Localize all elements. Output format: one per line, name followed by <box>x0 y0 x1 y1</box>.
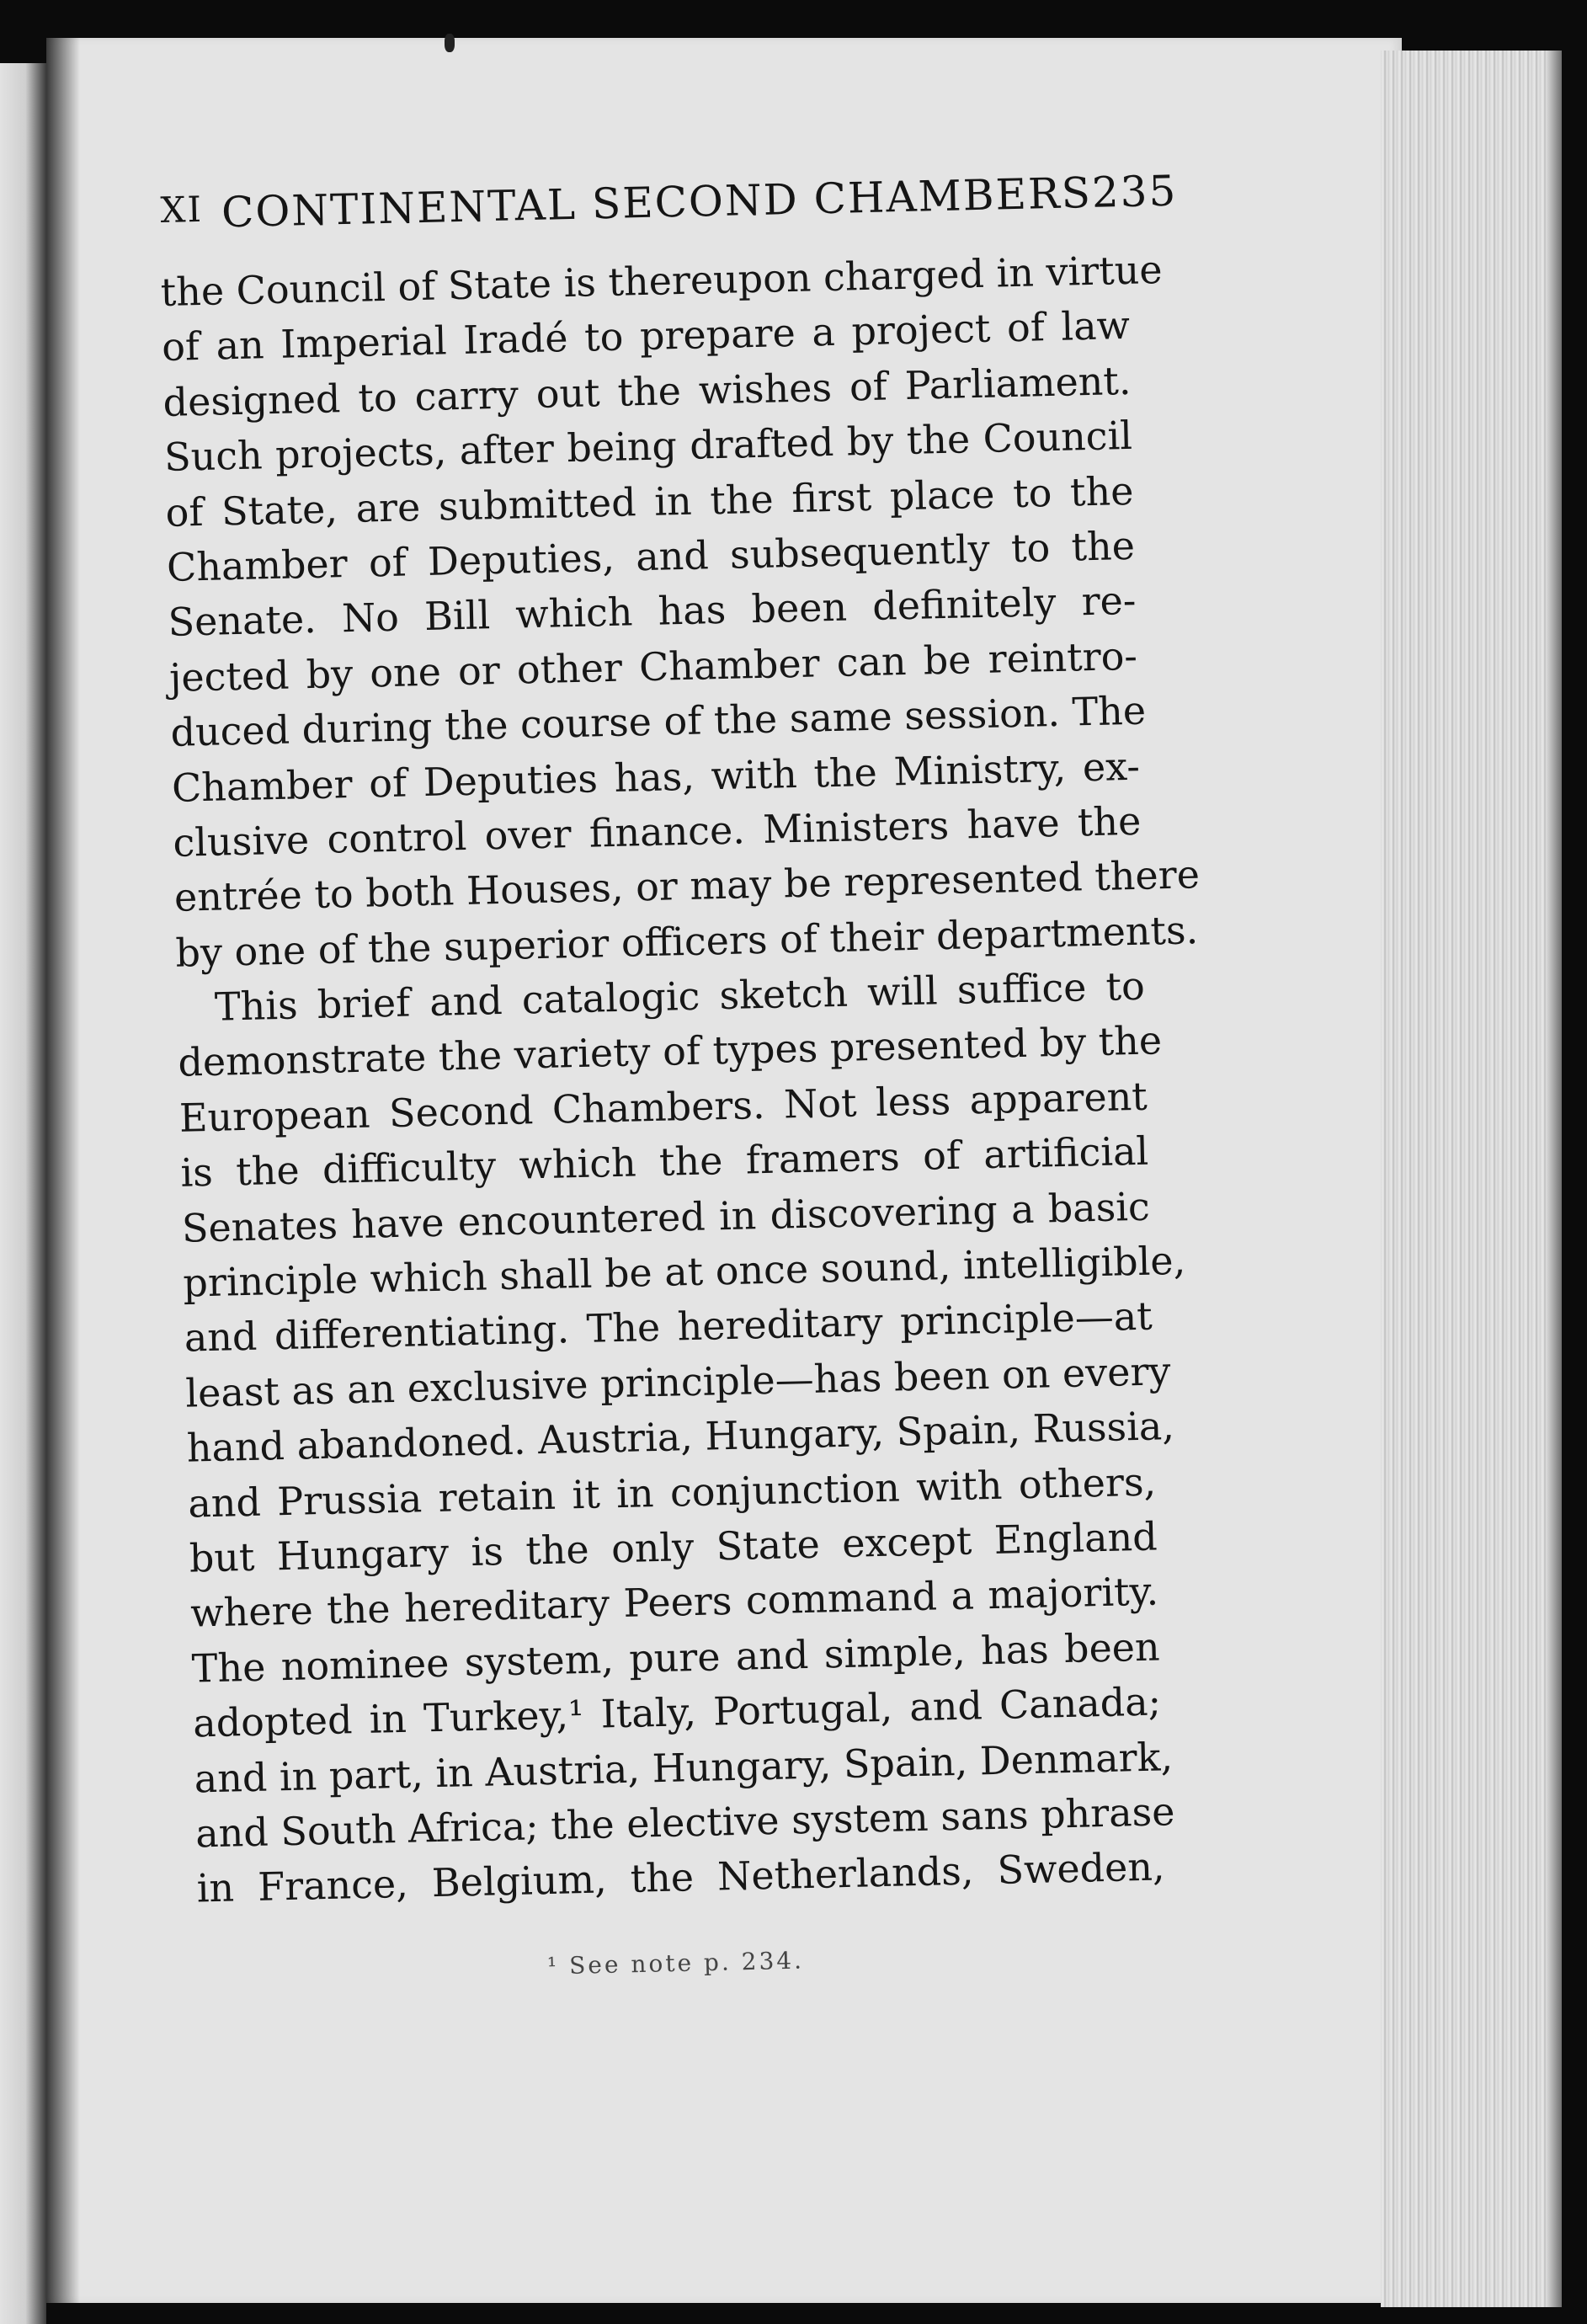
text-line: Such projects, after being drafted by the Council <box>163 413 1133 481</box>
text-line: by one of the superior officers of their departments. <box>174 906 1199 976</box>
text-line: of State, are submitted in the first place to the <box>165 467 1134 536</box>
text-line: and differentiating. The hereditary principle—at <box>184 1293 1153 1362</box>
text-line: principle which shall be at once sound, intelligible, <box>182 1237 1186 1306</box>
text-line: least as an exclusive principle—has been on every <box>184 1347 1171 1416</box>
text-line: where the hereditary Peers command a majority. <box>189 1568 1159 1636</box>
left-page-edge <box>0 63 46 2324</box>
text-line: Senate. No Bill which has been definitely re- <box>168 578 1137 646</box>
spine-shadow <box>46 38 80 2303</box>
text-line: The nominee system, pure and simple, has been <box>191 1623 1161 1692</box>
text-line: designed to carry out the wishes of Parliament. <box>162 357 1132 425</box>
text-line: Chamber of Deputies has, with the Ministry, ex- <box>171 743 1141 811</box>
text-line: in France, Belgium, the Netherlands, Sweden, <box>196 1843 1166 1911</box>
text-line: of an Imperial Iradé to prepare a project of law <box>161 302 1131 370</box>
body-text <box>160 243 1201 1916</box>
chapter-title: CONTINENTAL SECOND CHAMBERS <box>221 168 1093 237</box>
chapter-number: XI <box>160 188 204 231</box>
text-line: clusive control over finance. Ministers have the <box>172 797 1142 866</box>
page-edges-stack <box>1381 51 1562 2307</box>
text-line: but Hungary is the only State except England <box>189 1513 1158 1581</box>
text-line: the Council of State is thereupon charged in virtue <box>160 247 1164 315</box>
text-line: hand abandoned. Austria, Hungary, Spain, Russia, <box>186 1403 1175 1471</box>
page-number: 235 <box>1091 166 1178 217</box>
text-line: European Second Chambers. Not less apparent <box>178 1073 1148 1141</box>
text-line: entrée to both Houses, or may be represented there <box>173 851 1201 921</box>
text-line: adopted in Turkey,¹ Italy, Portugal, and Canada; <box>192 1678 1162 1746</box>
ink-smudge <box>445 34 455 52</box>
text-line: Senates have encountered in discovering a basic <box>181 1183 1151 1251</box>
footnote: ¹ See note p. 234. <box>546 1946 805 1980</box>
text-line: and Prussia retain it in conjunction with others, <box>187 1458 1157 1527</box>
text-line: Chamber of Deputies, and subsequently to the <box>166 522 1136 590</box>
text-line: jected by one or other Chamber can be reintro- <box>168 632 1138 701</box>
text-line: and in part, in Austria, Hungary, Spain, Denmark, <box>194 1733 1174 1802</box>
text-line: demonstrate the variety of types presented by the <box>177 1017 1163 1086</box>
text-line: duced during the course of the same session. The <box>169 687 1147 755</box>
text-line: and South Africa; the elective system sans phrase <box>194 1788 1175 1857</box>
text-line: is the difficulty which the framers of artificial <box>179 1127 1149 1196</box>
text-line: This brief and catalogic sketch will suffice to <box>214 962 1146 1030</box>
